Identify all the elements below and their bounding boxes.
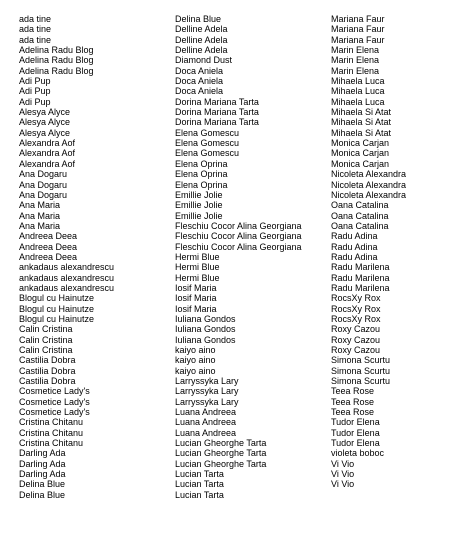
name-entry: Hermi Blue — [175, 272, 220, 283]
name-entry: Elena Oprina — [175, 179, 228, 190]
name-column-3 — [331, 14, 446, 490]
name-entry: violeta boboc — [331, 448, 385, 459]
name-entry: Andreea Deea — [19, 231, 78, 242]
name-entry: Teea Rose — [331, 386, 375, 397]
name-entry: Tudor Elena — [331, 427, 380, 438]
name-entry: Cristina Chitanu — [19, 438, 84, 449]
name-entry: Castilia Dobra — [19, 355, 76, 366]
name-entry: Alexandra Aof — [19, 158, 76, 169]
name-entry: Alexandra Aof — [19, 148, 76, 159]
name-entry: Lucian Tarta — [175, 489, 224, 500]
name-entry: ada tine — [19, 24, 52, 35]
name-entry: Marin Elena — [331, 45, 380, 56]
name-entry: kaiyo aino — [175, 365, 216, 376]
name-entry: Fleschiu Cocor Alina Georgiana — [175, 241, 302, 252]
name-entry: Hermi Blue — [175, 262, 220, 273]
name-column-2 — [175, 14, 325, 500]
name-entry: Roxy Cazou — [331, 345, 381, 355]
name-entry: Radu Adina — [331, 251, 378, 262]
name-entry: Tudor Elena — [331, 417, 380, 428]
name-entry: Mihaela Si Atat — [331, 127, 392, 138]
name-entry: Larryssyka Lary — [175, 396, 239, 407]
name-entry: RocsXy Rox — [331, 293, 381, 304]
name-entry: Andreea Deea — [19, 241, 78, 252]
name-entry: Vi Vio — [331, 479, 355, 490]
name-entry: Alesya Alyce — [19, 107, 71, 118]
name-entry: kaiyo aino — [175, 345, 216, 355]
name-entry: Mihaela Si Atat — [331, 107, 392, 118]
name-entry: Adi Pup — [19, 96, 51, 107]
name-entry: Calin Cristina — [19, 334, 73, 345]
name-entry: Ana Maria — [19, 220, 61, 231]
name-entry: Radu Adina — [331, 241, 378, 252]
name-entry: Roxy Cazou — [331, 324, 381, 335]
name-entry: Castilia Dobra — [19, 376, 76, 387]
name-entry: Monica Carjan — [331, 148, 390, 159]
name-entry: Iosif Maria — [175, 303, 217, 314]
name-entry: Oana Catalina — [331, 200, 389, 211]
name-entry: Nicoleta Alexandra — [331, 189, 407, 200]
name-entry: Simona Scurtu — [331, 376, 391, 387]
name-entry: Luana Andreea — [175, 417, 237, 428]
name-entry: Iosif Maria — [175, 282, 217, 293]
name-entry: Cosmetice Lady's — [19, 396, 90, 407]
name-entry: Dorina Mariana Tarta — [175, 107, 259, 118]
name-entry: Calin Cristina — [19, 324, 73, 335]
name-entry: Simona Scurtu — [331, 355, 391, 366]
name-entry: Mariana Faur — [331, 34, 385, 45]
name-entry: Adelina Radu Blog — [19, 55, 94, 66]
name-entry: Roxy Cazou — [331, 334, 381, 345]
name-entry: Lucian Tarta — [175, 469, 224, 480]
name-entry: Oana Catalina — [331, 220, 389, 231]
name-entry: ada tine — [19, 14, 52, 24]
name-entry: Alesya Alyce — [19, 117, 71, 128]
name-entry: Dorina Mariana Tarta — [175, 117, 259, 128]
name-entry: Ana Dogaru — [19, 179, 68, 190]
name-entry: Iuliana Gondos — [175, 334, 236, 345]
name-entry: Iuliana Gondos — [175, 324, 236, 335]
name-entry: Ana Maria — [19, 200, 61, 211]
name-entry: Elena Gomescu — [175, 148, 240, 159]
name-entry: Emillie Jolie — [175, 210, 223, 221]
name-entry: RocsXy Rox — [331, 313, 381, 324]
name-entry: Blogul cu Hainutze — [19, 303, 95, 314]
name-entry: Luana Andreea — [175, 427, 237, 438]
name-entry: Cosmetice Lady's — [19, 386, 90, 397]
name-entry: Calin Cristina — [19, 345, 73, 355]
name-entry: Delina Blue — [19, 479, 66, 490]
name-entry: Mihaela Luca — [331, 76, 385, 87]
name-entry: Vi Vio — [331, 469, 355, 480]
name-entry: ankadaus alexandrescu — [19, 282, 115, 293]
name-entry: Adi Pup — [19, 76, 51, 87]
name-entry: ankadaus alexandrescu — [19, 272, 115, 283]
name-entry: Lucian Gheorghe Tarta — [175, 448, 267, 459]
name-entry: Delina Blue — [175, 14, 222, 24]
name-entry: Delline Adela — [175, 34, 228, 45]
name-entry: Blogul cu Hainutze — [19, 293, 95, 304]
name-entry: Mariana Faur — [331, 14, 385, 24]
name-entry: Darling Ada — [19, 458, 66, 469]
name-entry: Oana Catalina — [331, 210, 389, 221]
name-entry: Marin Elena — [331, 55, 380, 66]
name-entry: Monica Carjan — [331, 158, 390, 169]
name-entry: Luana Andreea — [175, 407, 237, 418]
name-entry: Emillie Jolie — [175, 200, 223, 211]
name-entry: Ana Dogaru — [19, 169, 68, 180]
name-entry: Elena Gomescu — [175, 138, 240, 149]
name-entry: Delline Adela — [175, 24, 228, 35]
name-entry: Mihaela Si Atat — [331, 117, 392, 128]
name-entry: Delline Adela — [175, 45, 228, 56]
name-entry: Adelina Radu Blog — [19, 45, 94, 56]
name-entry: ankadaus alexandrescu — [19, 262, 115, 273]
name-entry: Castilia Dobra — [19, 365, 76, 376]
name-entry: Lucian Gheorghe Tarta — [175, 458, 267, 469]
name-entry: Adi Pup — [19, 86, 51, 97]
name-entry: Elena Gomescu — [175, 127, 240, 138]
name-entry: Ana Maria — [19, 210, 61, 221]
name-entry: Doca Aniela — [175, 76, 224, 87]
name-entry: Radu Marilena — [331, 272, 390, 283]
name-entry: Vi Vio — [331, 458, 355, 469]
name-entry: Iuliana Gondos — [175, 313, 236, 324]
name-entry: Monica Carjan — [331, 138, 390, 149]
name-entry: Mihaela Luca — [331, 96, 385, 107]
name-entry: Alesya Alyce — [19, 127, 71, 138]
name-entry: Darling Ada — [19, 448, 66, 459]
name-entry: Elena Oprina — [175, 169, 228, 180]
name-entry: Hermi Blue — [175, 251, 220, 262]
name-entry: Lucian Tarta — [175, 479, 224, 490]
name-entry: Radu Marilena — [331, 282, 390, 293]
name-entry: Alexandra Aof — [19, 138, 76, 149]
name-entry: Radu Adina — [331, 231, 378, 242]
name-entry: Elena Oprina — [175, 158, 228, 169]
name-entry: Cristina Chitanu — [19, 417, 84, 428]
name-entry: Doca Aniela — [175, 86, 224, 97]
name-entry: Blogul cu Hainutze — [19, 313, 95, 324]
name-entry: Delina Blue — [19, 489, 66, 500]
name-entry: Mihaela Luca — [331, 86, 385, 97]
name-entry: Cosmetice Lady's — [19, 407, 90, 418]
name-entry: Teea Rose — [331, 407, 375, 418]
name-entry: Mariana Faur — [331, 24, 385, 35]
name-entry: Diamond Dust — [175, 55, 233, 66]
name-entry: Teea Rose — [331, 396, 375, 407]
name-entry: Ana Dogaru — [19, 189, 68, 200]
name-entry: Andreea Deea — [19, 251, 78, 262]
name-entry: Darling Ada — [19, 469, 66, 480]
name-entry: Adelina Radu Blog — [19, 65, 94, 76]
name-entry: Fleschiu Cocor Alina Georgiana — [175, 231, 302, 242]
name-entry: Doca Aniela — [175, 65, 224, 76]
name-entry: Larryssyka Lary — [175, 376, 239, 387]
name-entry: Larryssyka Lary — [175, 386, 239, 397]
name-entry: Iosif Maria — [175, 293, 217, 304]
name-entry: RocsXy Rox — [331, 303, 381, 314]
name-entry: Emillie Jolie — [175, 189, 223, 200]
name-entry: Lucian Gheorghe Tarta — [175, 438, 267, 449]
name-entry: Dorina Mariana Tarta — [175, 96, 259, 107]
name-entry: Radu Marilena — [331, 262, 390, 273]
name-entry: Nicoleta Alexandra — [331, 169, 407, 180]
name-entry: Fleschiu Cocor Alina Georgiana — [175, 220, 302, 231]
name-column-1 — [19, 14, 169, 500]
name-entry: kaiyo aino — [175, 355, 216, 366]
name-entry: ada tine — [19, 34, 52, 45]
name-entry: Nicoleta Alexandra — [331, 179, 407, 190]
name-entry: Tudor Elena — [331, 438, 380, 449]
name-entry: Cristina Chitanu — [19, 427, 84, 438]
name-entry: Marin Elena — [331, 65, 380, 76]
name-entry: Simona Scurtu — [331, 365, 391, 376]
